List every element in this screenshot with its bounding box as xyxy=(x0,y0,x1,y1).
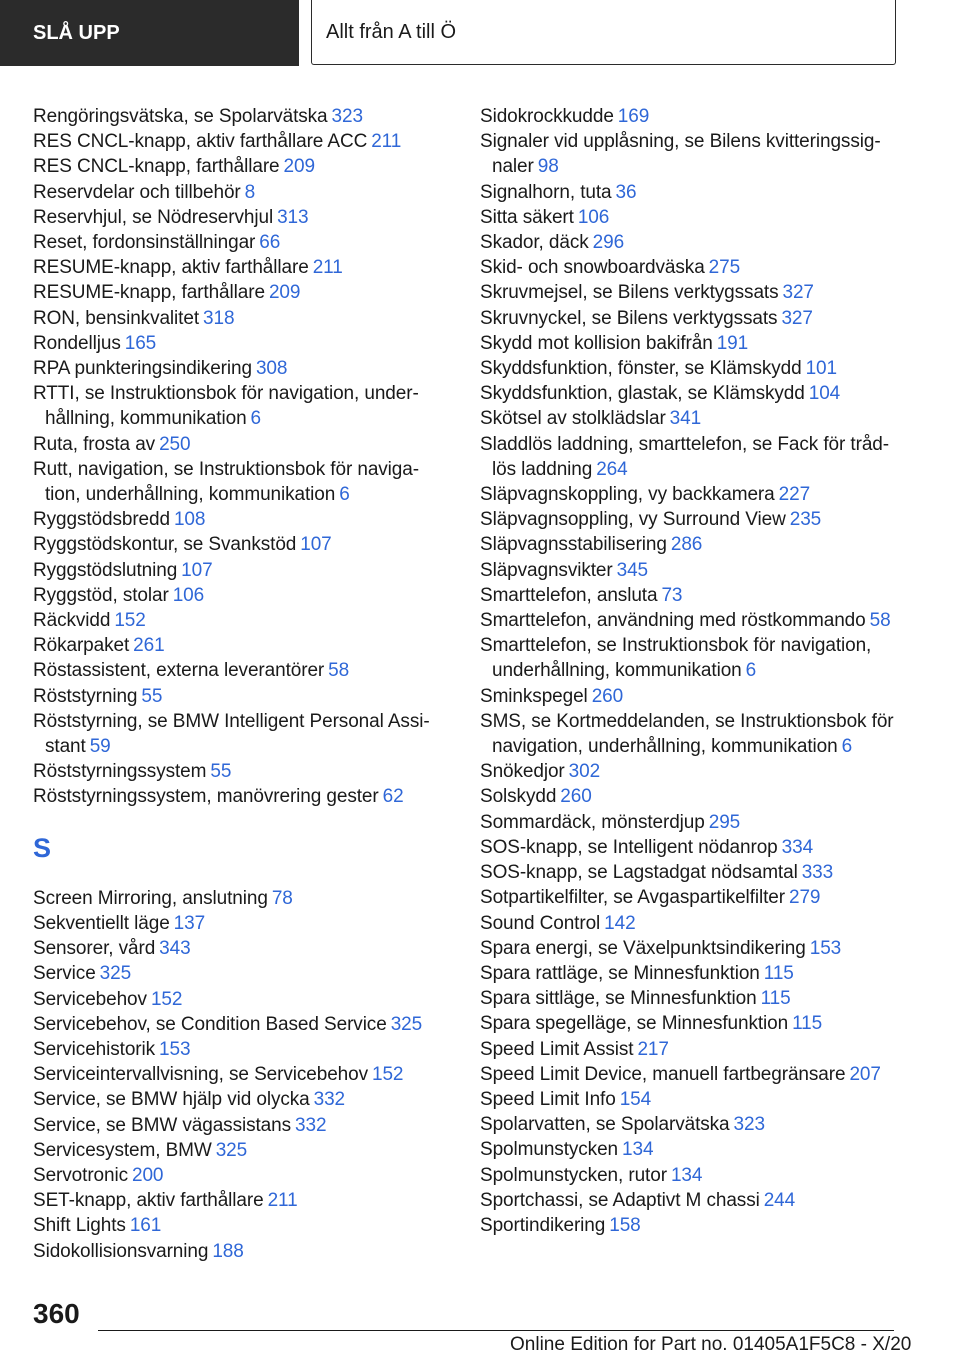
index-entry xyxy=(33,1213,443,1238)
index-page-link[interactable]: 73 xyxy=(661,584,683,606)
index-page-link[interactable]: 152 xyxy=(114,610,146,632)
index-entry xyxy=(33,381,443,431)
index-entry-term: RES CNCL-knapp, farthållare xyxy=(33,156,280,178)
index-entry xyxy=(33,331,443,356)
page-number: 360 xyxy=(33,1298,80,1329)
index-entry-term: Rengöringsvätska, se Spolarvätska xyxy=(33,106,328,127)
index-page-link[interactable]: 260 xyxy=(591,685,624,707)
index-entry xyxy=(480,331,900,356)
index-entry xyxy=(480,759,900,784)
index-page-link[interactable]: 332 xyxy=(313,1089,346,1111)
index-entry-term: Skruvnyckel, se Bilens verktygssats xyxy=(480,307,778,329)
index-page-link[interactable]: 142 xyxy=(604,912,636,934)
index-entry-term: Spolmunstycken xyxy=(480,1139,619,1161)
index-entry-term: Shift Lights xyxy=(33,1215,126,1237)
index-column-right xyxy=(480,104,900,1238)
index-page-link[interactable]: 59 xyxy=(89,736,111,758)
index-entry xyxy=(480,911,900,936)
index-entry-term: Rondelljus xyxy=(33,332,121,354)
index-entry xyxy=(480,255,900,280)
index-entry-term: Sound Control xyxy=(480,912,601,934)
index-page-link[interactable]: 161 xyxy=(129,1215,162,1237)
index-page-link[interactable]: 6 xyxy=(339,484,350,506)
index-entry-term: Rutt, navigation, se Instruktionsbok för navigation, underhållning, kommunikation xyxy=(33,458,420,506)
index-entry-term: Ryggstödsbredd xyxy=(33,509,170,531)
index-page-link[interactable]: 152 xyxy=(150,988,183,1010)
index-entry xyxy=(480,558,900,583)
index-entry xyxy=(480,1037,900,1062)
index-entry-term: Släpvagnsvikter xyxy=(480,559,613,581)
index-entry-term: RTTI, se Instruktionsbok för navigation, underhållning, kommunikation xyxy=(33,383,419,430)
index-page-link[interactable]: 115 xyxy=(760,988,791,1010)
index-entry-term: Speed Limit Device, manuell fartbegränsare xyxy=(480,1063,846,1085)
index-entry-term: Skyddsfunktion, fönster, se Klämskydd xyxy=(480,358,802,380)
index-page-link[interactable]: 134 xyxy=(622,1139,654,1161)
index-entry-term: Röstassistent, externa leverantörer xyxy=(33,660,325,682)
index-entry xyxy=(480,885,900,910)
index-entry xyxy=(33,507,443,532)
index-page-link[interactable]: 244 xyxy=(763,1189,796,1211)
index-page-link[interactable]: 211 xyxy=(371,131,402,153)
index-entry-term: RON, bensinkvalitet xyxy=(33,307,200,329)
index-entry-term: Snökedjor xyxy=(480,761,565,783)
index-page-link[interactable]: 327 xyxy=(781,307,813,329)
index-entry xyxy=(33,784,443,809)
index-column-left xyxy=(33,104,443,1264)
index-page-link[interactable]: 325 xyxy=(390,1013,423,1035)
index-page-link[interactable]: 154 xyxy=(619,1088,652,1110)
index-page-link[interactable]: 106 xyxy=(172,584,205,606)
index-entry-term: Röststyrning xyxy=(33,685,138,707)
index-entry-term: Servotronic xyxy=(33,1164,128,1186)
index-entry xyxy=(33,1062,443,1087)
index-entry-term: Servicebehov, se Condition Based Service xyxy=(33,1013,387,1035)
index-entry xyxy=(480,583,900,608)
index-entry xyxy=(33,180,443,205)
index-page-link[interactable]: 250 xyxy=(159,433,191,455)
index-entry xyxy=(33,457,443,507)
index-page-link[interactable]: 296 xyxy=(592,232,625,254)
index-page-link[interactable]: 153 xyxy=(809,937,842,959)
index-page-link[interactable]: 115 xyxy=(792,1013,823,1035)
footer-divider xyxy=(98,1330,894,1331)
index-entry-term: Skyddsfunktion, glastak, se Klämskydd xyxy=(480,383,805,405)
index-entry xyxy=(33,432,443,457)
index-entry xyxy=(480,1062,900,1087)
index-entry-term: Skydd mot kollision bakifrån xyxy=(480,332,713,354)
index-entry-term: Screen Mirroring, anslutning xyxy=(33,887,268,909)
index-page-link[interactable]: 106 xyxy=(577,206,610,228)
index-entry-term: Service xyxy=(33,963,96,985)
index-entry xyxy=(480,860,900,885)
index-entry xyxy=(33,1188,443,1213)
index-entry xyxy=(33,911,443,936)
index-entry xyxy=(480,230,900,255)
index-entry-term: Skid- och snowboardväska xyxy=(480,257,705,279)
index-entry xyxy=(33,1087,443,1112)
index-entry xyxy=(480,986,900,1011)
index-page-link[interactable]: 333 xyxy=(801,862,834,884)
index-page-link[interactable]: 264 xyxy=(596,458,628,480)
index-entry xyxy=(33,1113,443,1138)
index-entry-term: Spolarvatten, se Spolarvätska xyxy=(480,1114,730,1136)
index-entry-term: Ruta, frosta av xyxy=(33,433,156,455)
section-tab[interactable] xyxy=(0,0,299,66)
index-entry xyxy=(480,1011,900,1036)
index-page-link[interactable]: 108 xyxy=(173,509,206,531)
index-entry xyxy=(33,658,443,683)
index-page-link[interactable]: 58 xyxy=(328,660,350,682)
index-page-link[interactable]: 209 xyxy=(283,156,315,178)
index-page-link[interactable]: 341 xyxy=(669,408,702,430)
index-page-link[interactable]: 36 xyxy=(615,181,637,203)
index-page-link[interactable]: 209 xyxy=(268,282,301,304)
index-entry xyxy=(480,180,900,205)
index-entry-term: Röststyrning, se BMW Intelligent Personal Assistant xyxy=(33,710,430,758)
index-entry xyxy=(480,1213,900,1238)
index-entry xyxy=(33,709,443,759)
index-entry xyxy=(33,936,443,961)
index-page-link[interactable]: 107 xyxy=(181,559,213,581)
index-page-link[interactable]: 345 xyxy=(616,559,649,581)
index-entry xyxy=(33,608,443,633)
index-entry-term: Spolmunstycken, rutor xyxy=(480,1164,667,1186)
index-page-link[interactable]: 211 xyxy=(267,1190,298,1212)
index-entry xyxy=(480,633,900,683)
index-entry xyxy=(33,154,443,179)
section-tab-label: SLÅ UPP xyxy=(33,21,120,44)
index-entry-term: SOS-knapp, se Intelligent nödanrop xyxy=(480,836,778,858)
index-entry-term: Servicehistorik xyxy=(33,1038,156,1060)
index-entry-term: Servicesystem, BMW xyxy=(33,1139,212,1161)
index-entry-term: Röststyrningssystem xyxy=(33,761,207,783)
index-entry-term: Röststyrningssystem, manövrering gester xyxy=(33,786,379,808)
index-entry-term: Signalhorn, tuta xyxy=(480,181,612,203)
page-header xyxy=(0,0,960,66)
index-page-link[interactable]: 302 xyxy=(568,761,601,783)
index-page-link[interactable]: 55 xyxy=(210,761,232,783)
index-entry xyxy=(33,205,443,230)
footer-edition: Online Edition for Part no. 01405A1F5C8 - X/20 xyxy=(510,1334,912,1355)
index-entry xyxy=(33,583,443,608)
index-entry-term: RESUME-knapp, aktiv farthållare xyxy=(33,257,309,279)
index-entry xyxy=(480,1188,900,1213)
index-entry-term: Smarttelefon, ansluta xyxy=(480,584,658,606)
index-entry xyxy=(33,255,443,280)
index-entry xyxy=(480,709,900,759)
index-entry-term: Ryggstödskontur, se Svankstöd xyxy=(33,534,297,556)
index-page-link[interactable]: 334 xyxy=(781,836,814,858)
index-page-link[interactable]: 227 xyxy=(778,484,811,506)
index-page-link[interactable]: 217 xyxy=(637,1038,669,1060)
index-entry xyxy=(480,532,900,557)
index-entry-term: Sportindikering xyxy=(480,1214,606,1236)
index-entry xyxy=(480,280,900,305)
index-entry xyxy=(33,1239,443,1264)
index-entry xyxy=(33,987,443,1012)
index-page-link[interactable]: 58 xyxy=(869,610,891,632)
index-entry xyxy=(480,482,900,507)
index-page-link[interactable]: 235 xyxy=(789,509,822,531)
index-entry-term: SMS, se Kortmeddelanden, se Instruktionsbok för navigation, underhållning, kommunikation xyxy=(480,710,894,758)
index-entry-term: Sladdlös laddning, smarttelefon, se Fack för trådlös laddning xyxy=(480,433,890,480)
index-entry xyxy=(33,759,443,784)
index-page-link[interactable]: 134 xyxy=(670,1164,703,1186)
index-page-link[interactable]: 6 xyxy=(745,660,757,682)
index-page-link[interactable]: 98 xyxy=(537,156,559,178)
index-page-link[interactable]: 152 xyxy=(372,1064,404,1086)
index-entry xyxy=(480,1112,900,1137)
index-entry-term: Reset, fordonsinställningar xyxy=(33,232,256,254)
index-entry xyxy=(480,205,900,230)
index-entry-term: Rökarpaket xyxy=(33,635,130,657)
index-entry xyxy=(33,104,443,129)
index-entry-term: Sportchassi, se Adaptivt M chassi xyxy=(480,1189,760,1211)
index-entry xyxy=(480,507,900,532)
index-entry xyxy=(480,684,900,709)
index-entry-term: Släpvagnsstabilisering xyxy=(480,534,667,556)
index-entry xyxy=(480,961,900,986)
index-page-link[interactable]: 279 xyxy=(788,887,821,909)
index-entry xyxy=(33,306,443,331)
index-entry xyxy=(480,810,900,835)
index-entry-term: Sekventiellt läge xyxy=(33,912,170,934)
index-entry xyxy=(480,784,900,809)
index-entry-term: Speed Limit Assist xyxy=(480,1038,634,1060)
index-page-link[interactable]: 66 xyxy=(259,232,281,254)
index-entry-term: Sommardäck, mönsterdjup xyxy=(480,811,705,833)
index-page-link[interactable]: 325 xyxy=(99,963,132,985)
index-page-link[interactable]: 78 xyxy=(271,887,293,909)
index-entry xyxy=(33,532,443,557)
index-entry xyxy=(33,1037,443,1062)
index-entry-term: RESUME-knapp, farthållare xyxy=(33,282,265,304)
index-entry xyxy=(33,961,443,986)
index-page-link[interactable]: 286 xyxy=(670,534,703,556)
index-page-link[interactable]: 165 xyxy=(124,332,157,354)
index-entry-term: Räckvidd xyxy=(33,610,111,632)
index-entry xyxy=(480,356,900,381)
index-page-link[interactable]: 107 xyxy=(300,534,332,556)
index-entry xyxy=(33,280,443,305)
index-entry-term: Sensorer, vård xyxy=(33,938,156,960)
index-entry-term: Smarttelefon, användning med röstkommando xyxy=(480,610,866,632)
index-page-link[interactable]: 200 xyxy=(132,1164,164,1186)
index-entry xyxy=(33,356,443,381)
index-entry-term: Signaler vid upplåsning, se Bilens kvitteringssignaler xyxy=(480,131,881,178)
index-page-link[interactable]: 104 xyxy=(808,383,841,405)
index-entry xyxy=(480,129,900,179)
index-entry-term: Skruvmejsel, se Bilens verktygssats xyxy=(480,282,779,304)
index-entry-term: Spara spegelläge, se Minnesfunktion xyxy=(480,1013,789,1035)
index-entry-term: RPA punkteringsindikering xyxy=(33,358,252,380)
index-page-link[interactable]: 6 xyxy=(250,408,262,430)
index-entry xyxy=(33,886,443,911)
index-entry-term: Släpvagnsoppling, vy Surround View xyxy=(480,509,786,531)
index-page-link[interactable]: 8 xyxy=(244,181,256,203)
index-entry-term: Reservdelar och tillbehör xyxy=(33,181,241,203)
index-entry-term: Servicebehov xyxy=(33,988,147,1010)
index-page-link[interactable]: 275 xyxy=(708,257,741,279)
index-entry xyxy=(33,1012,443,1037)
index-page-link[interactable]: 101 xyxy=(805,358,837,380)
index-page-link[interactable]: 295 xyxy=(708,811,741,833)
index-entry-term: Sidokrockkudde xyxy=(480,106,614,127)
index-entry xyxy=(480,104,900,129)
index-entry-term: Sotpartikelfilter, se Avgaspartikelfilter xyxy=(480,887,785,909)
index-entry-term: Speed Limit Info xyxy=(480,1088,616,1110)
index-entry xyxy=(480,406,900,431)
index-entry-term: Serviceintervallvisning, se Servicebehov xyxy=(33,1064,368,1086)
index-entry xyxy=(480,432,900,482)
index-entry-term: Sidokollisionsvarning xyxy=(33,1240,209,1262)
index-entry-term: Spara energi, se Växelpunktsindikering xyxy=(480,937,806,959)
index-entry xyxy=(480,1163,900,1188)
index-entry-term: Service, se BMW vägassistans xyxy=(33,1114,292,1136)
index-entry-term: Reservhjul, se Nödreservhjul xyxy=(33,206,274,228)
index-entry xyxy=(480,936,900,961)
chapter-title-tab xyxy=(311,0,896,65)
index-entry-term: Solskydd xyxy=(480,786,557,808)
index-page-link[interactable]: 169 xyxy=(617,106,650,127)
index-entry xyxy=(33,684,443,709)
index-page-link[interactable]: 115 xyxy=(763,962,794,984)
index-entry xyxy=(480,381,900,406)
index-entry xyxy=(33,129,443,154)
index-page-link[interactable]: 55 xyxy=(141,685,163,707)
index-entry-term: Spara sittläge, se Minnesfunktion xyxy=(480,988,757,1010)
index-page-link[interactable]: 158 xyxy=(609,1214,641,1236)
index-page-link[interactable]: 323 xyxy=(733,1114,765,1136)
index-page-link[interactable]: 313 xyxy=(277,206,309,228)
index-entry-term: Sitta säkert xyxy=(480,206,574,228)
index-entry xyxy=(33,558,443,583)
index-entry-term: Ryggstödslutning xyxy=(33,559,178,581)
index-entry xyxy=(33,633,443,658)
index-page-link[interactable]: 207 xyxy=(849,1063,881,1085)
index-page-link[interactable]: 260 xyxy=(560,786,592,808)
index-page-link[interactable]: 332 xyxy=(295,1114,327,1136)
index-entry xyxy=(480,608,900,633)
index-entry xyxy=(480,835,900,860)
index-entry-term: Ryggstöd, stolar xyxy=(33,584,169,606)
index-page-link[interactable]: 153 xyxy=(159,1038,191,1060)
index-page-link[interactable]: 318 xyxy=(203,307,235,329)
index-entry xyxy=(33,1163,443,1188)
index-page-link[interactable]: 343 xyxy=(159,938,191,960)
index-entry xyxy=(480,1137,900,1162)
index-entry xyxy=(33,1138,443,1163)
index-entry-term: SOS-knapp, se Lagstadgat nödsamtal xyxy=(480,862,798,884)
index-entry xyxy=(480,1087,900,1112)
index-entry-term: RES CNCL-knapp, aktiv farthållare ACC xyxy=(33,131,368,153)
index-page-link[interactable]: 188 xyxy=(212,1240,244,1262)
index-page-link[interactable]: 327 xyxy=(782,282,814,304)
index-letter-heading: S xyxy=(33,832,52,863)
index-entry xyxy=(33,230,443,255)
index-page-link[interactable]: 325 xyxy=(215,1139,248,1161)
index-page-link[interactable]: 137 xyxy=(173,912,206,934)
index-entry-term: Sminkspegel xyxy=(480,685,588,707)
index-page-link[interactable]: 308 xyxy=(255,358,288,380)
index-page-link[interactable]: 261 xyxy=(133,635,165,657)
index-page-link[interactable]: 211 xyxy=(312,257,343,279)
index-page-link[interactable]: 6 xyxy=(841,736,853,758)
index-entry-term: Skador, däck xyxy=(480,232,589,254)
index-page-link[interactable]: 62 xyxy=(382,786,404,808)
index-entry xyxy=(480,306,900,331)
index-entry-term: Släpvagnskoppling, vy backkamera xyxy=(480,484,775,506)
index-entry-term: Skötsel av stolklädslar xyxy=(480,408,666,430)
index-entry-term: Smarttelefon, se Instruktionsbok för navigation, underhållning, kommunikation xyxy=(480,635,872,682)
index-entry-term: Service, se BMW hjälp vid olycka xyxy=(33,1089,310,1111)
index-entry-term: SET-knapp, aktiv farthållare xyxy=(33,1190,264,1212)
chapter-title: Allt från A till Ö xyxy=(326,20,457,43)
index-page-link[interactable]: 323 xyxy=(331,106,363,127)
index-entry-term: Spara rattläge, se Minnesfunktion xyxy=(480,962,760,984)
index-page-link[interactable]: 191 xyxy=(716,332,749,354)
